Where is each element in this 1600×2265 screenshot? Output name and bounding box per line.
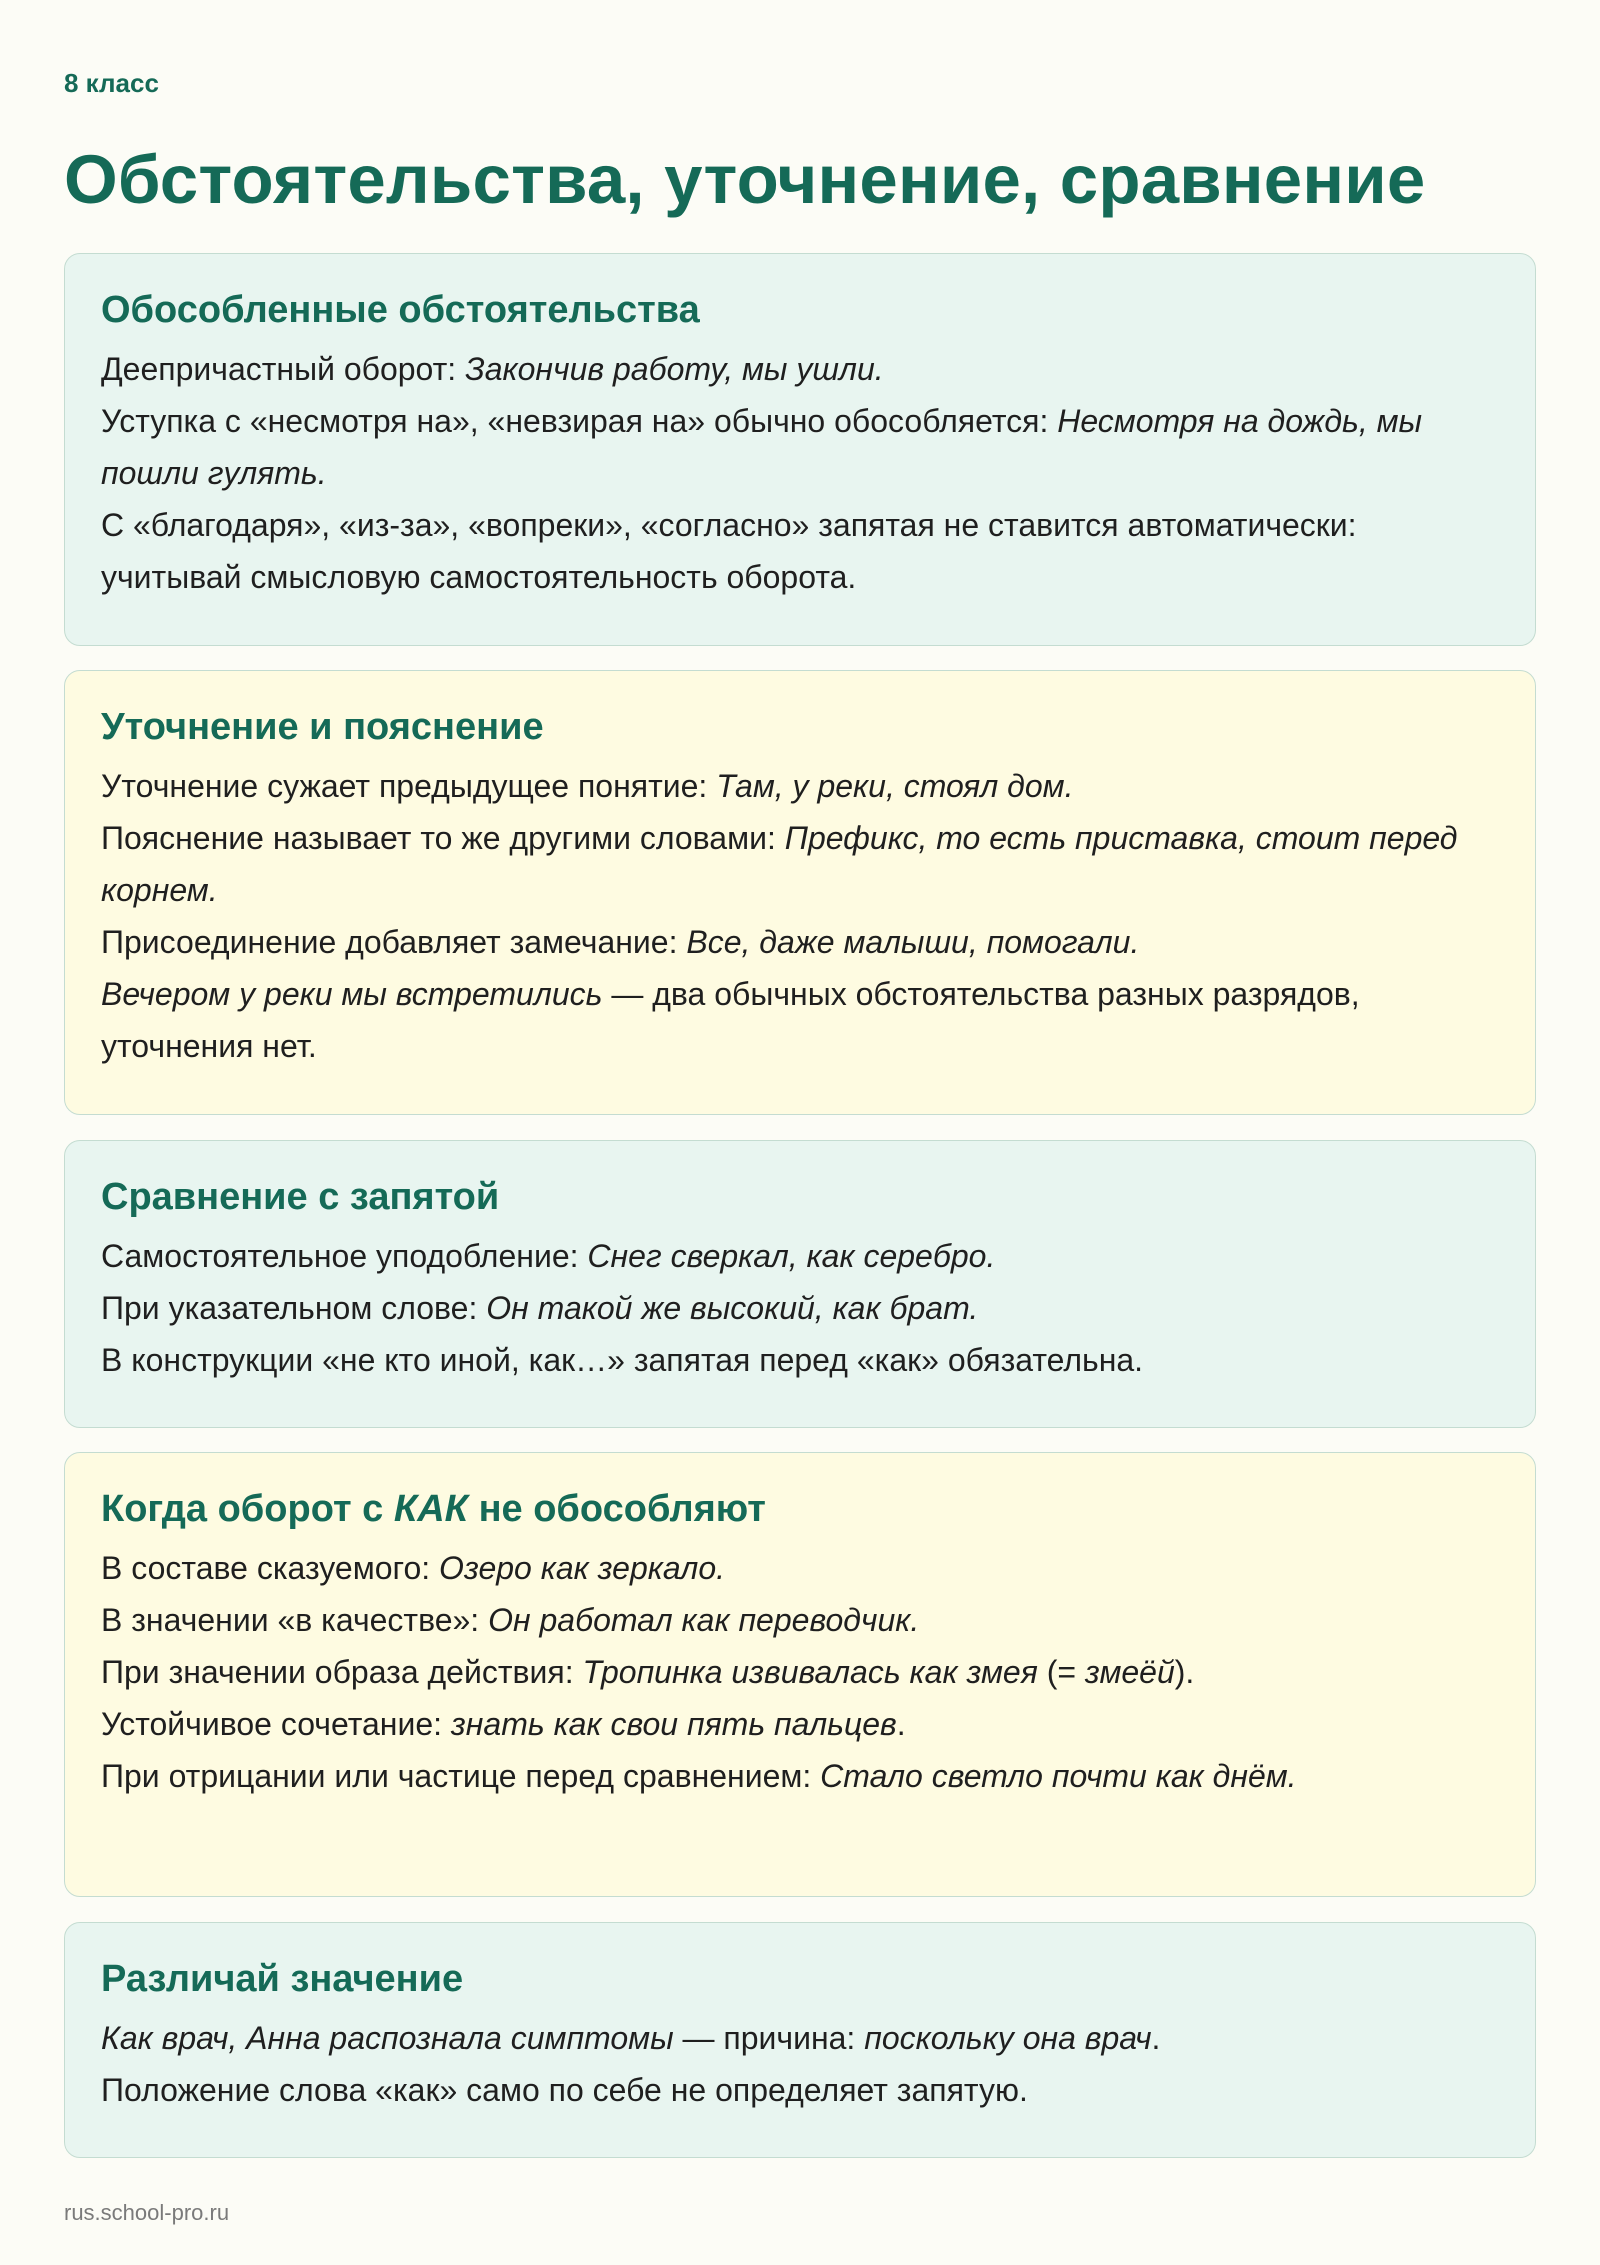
rule-line (101, 812, 1499, 916)
rule-example: Вечером у реки мы встретились (101, 976, 603, 1012)
grade-label: 8 класс (64, 68, 159, 98)
section-title: Сравнение с запятой (101, 1176, 500, 1218)
rule-example: Озеро как зеркало. (439, 1550, 726, 1586)
rule-example: знать как свои пять пальцев (450, 1706, 897, 1742)
rule-text: Положение слова «как» само по себе не определяет запятую. (101, 2072, 1028, 2108)
rule-line (101, 1542, 1499, 1594)
section-title: Когда оборот с КАК не обособляют (101, 1488, 766, 1530)
rule-text: — два обычных обстоятельства разных разрядов, уточнения нет. (101, 976, 1360, 1064)
section-card-clarification (64, 670, 1536, 1115)
rule-line (101, 2064, 1499, 2116)
rule-line (101, 1230, 1499, 1282)
rule-line (101, 499, 1499, 603)
rule-line (101, 395, 1499, 499)
rule-line: Как врач, Анна распознала симптомы — причина: поскольку она врач. (101, 2020, 1161, 2056)
section-card-comparison (64, 1140, 1536, 1428)
rule-line (101, 760, 1499, 812)
rule-line (101, 968, 1499, 1072)
rule-example: Несмотря на дождь, мы пошли гулять. (101, 403, 1423, 491)
section-body (101, 1542, 1499, 1802)
rule-line: Устойчивое сочетание: знать как свои пять пальцев. (101, 1706, 906, 1742)
section-title: Уточнение и пояснение (101, 706, 544, 748)
rule-text: При значении образа действия: (101, 1654, 583, 1690)
rule-example: змеёй (1084, 1654, 1175, 1690)
page-title: Обстоятельства, уточнение, сравнение (64, 141, 1426, 218)
section-card-distinguish (64, 1922, 1536, 2158)
rule-line (101, 1750, 1499, 1802)
rule-text: С «благодаря», «из-за», «вопреки», «согласно» запятая не ставится автоматически: учитывай смысловую самостоятельность оборота. (101, 507, 1357, 595)
rule-example: Он работал как переводчик. (488, 1602, 920, 1638)
rule-text: Уступка с «несмотря на», «невзирая на» обычно обособляется: (101, 403, 1058, 439)
rule-example: поскольку она врач (864, 2020, 1152, 2056)
rule-line (101, 1282, 1499, 1334)
rule-example: Он такой же высокий, как брат. (486, 1290, 979, 1326)
section-body (101, 760, 1499, 1072)
rule-text: Деепричастный оборот: (101, 351, 466, 387)
section-body (101, 343, 1499, 603)
footer-site: rus.school-pro.ru (64, 2200, 230, 2225)
rule-line: При значении образа действия: Тропинка извивалась как змея (= змеёй). (101, 1654, 1195, 1690)
rule-line (101, 916, 1499, 968)
rule-example: Стало светло почти как днём. (820, 1758, 1297, 1794)
section-body (101, 2012, 1499, 2116)
rule-example: Закончив работу, мы ушли. (465, 351, 884, 387)
rule-example: Там, у реки, стоял дом. (716, 768, 1074, 804)
rule-text: В составе сказуемого: (101, 1550, 440, 1586)
rule-text: В конструкции «не кто иной, как…» запятая перед «как» обязательна. (101, 1342, 1144, 1378)
rule-text: При указательном слове: (101, 1290, 487, 1326)
section-body (101, 1230, 1499, 1386)
section-title: Обособленные обстоятельства (101, 289, 700, 331)
rule-text: Самостоятельное уподобление: (101, 1238, 588, 1274)
rule-text: При отрицании или частице перед сравнением: (101, 1758, 821, 1794)
rule-text: Уточнение сужает предыдущее понятие: (101, 768, 717, 804)
rule-example: Снег сверкал, как серебро. (587, 1238, 996, 1274)
rule-line (101, 343, 1499, 395)
rule-example: Как врач, Анна распознала симптомы (101, 2020, 674, 2056)
title-emphasis: КАК (393, 1488, 469, 1530)
section-card-adverbials (64, 253, 1536, 646)
rule-line (101, 1334, 1499, 1386)
rule-example: Все, даже малыши, помогали. (686, 924, 1140, 960)
section-title: Различай значение (101, 1958, 464, 2000)
section-card-no-comma (64, 1452, 1536, 1897)
rule-text: Устойчивое сочетание: (101, 1706, 451, 1742)
rule-text: Пояснение называет то же другими словами: (101, 820, 785, 856)
rule-example: Тропинка извивалась как змея (582, 1654, 1038, 1690)
rule-text: Присоединение добавляет замечание: (101, 924, 687, 960)
rule-example: Префикс, то есть приставка, стоит перед корнем. (101, 820, 1458, 908)
rule-text: В значении «в качестве»: (101, 1602, 489, 1638)
rule-text: — причина: (673, 2020, 865, 2056)
rule-line (101, 1594, 1499, 1646)
